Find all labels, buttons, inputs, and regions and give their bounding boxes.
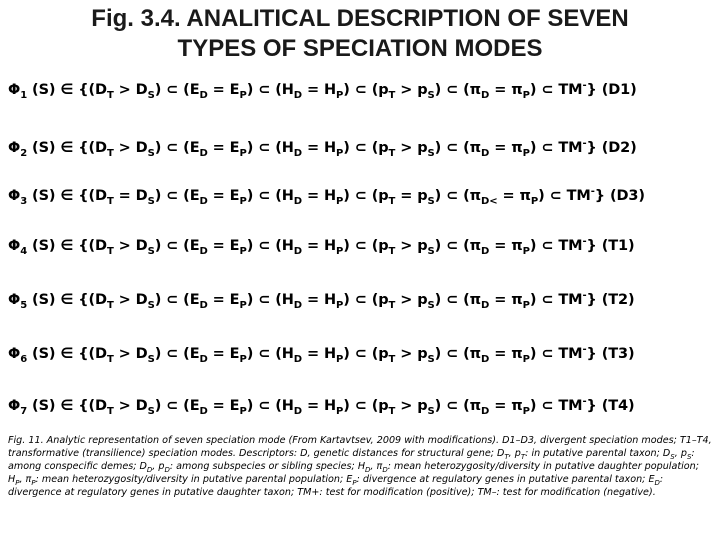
less-than-sub: < bbox=[489, 195, 498, 207]
mode-code: (T1) bbox=[601, 238, 635, 254]
element-of-symbol: ∈ bbox=[60, 346, 74, 362]
mode-code: (T4) bbox=[601, 398, 635, 414]
element-of-symbol: ∈ bbox=[60, 398, 74, 414]
relation-3: = bbox=[306, 188, 320, 204]
phi-symbol: Φ bbox=[8, 140, 21, 156]
phi-index: 4 bbox=[20, 245, 28, 257]
relation-3: = bbox=[306, 292, 320, 308]
phi-symbol: Φ bbox=[8, 398, 21, 414]
phi-index: 2 bbox=[20, 147, 28, 159]
relation-3: = bbox=[306, 238, 320, 254]
element-of-symbol: ∈ bbox=[60, 140, 74, 156]
relation-2: = bbox=[212, 398, 225, 414]
formula-row: $\Phi_7$ (S) ∈ {$(D_T > D_S)$ ⊂ $(E_D = E_P)$ ⊂ $(H_D = H_P)$ ⊂ $(p_T > p_S)$ ⊂ $(\pi_D = \pi_P)$ ⊂ TM-} (T4) bbox=[8, 396, 635, 417]
phi-symbol: Φ bbox=[8, 188, 21, 204]
phi-index: 3 bbox=[20, 195, 28, 207]
phi-symbol: Φ bbox=[8, 238, 21, 254]
formula-row: $\Phi_1$ (S) ∈ {$(D_T > D_S)$ ⊂ $(E_D = E_P)$ ⊂ $(H_D = H_P)$ ⊂ $(p_T > p_S)$ ⊂ $(\pi_D = \pi_P)$ ⊂ TM-} (D1) bbox=[8, 80, 637, 101]
phi-index: 7 bbox=[20, 405, 28, 417]
relation-4: > bbox=[400, 82, 413, 98]
relation-5: = bbox=[494, 140, 507, 156]
relation-5: = bbox=[494, 346, 507, 362]
mode-code: (T2) bbox=[601, 292, 635, 308]
relation-1: > bbox=[118, 238, 131, 254]
relation-2: = bbox=[212, 82, 225, 98]
relation-5: = bbox=[494, 292, 507, 308]
relation-1: > bbox=[118, 292, 131, 308]
formula-row: $\Phi_2$ (S) ∈ {$(D_T > D_S)$ ⊂ $(E_D = E_P)$ ⊂ $(H_D = H_P)$ ⊂ $(p_T > p_S)$ ⊂ $(\pi_D = \pi_P)$ ⊂ TM-} (D2) bbox=[8, 138, 637, 159]
phi-index: 1 bbox=[20, 89, 28, 101]
relation-4: > bbox=[400, 238, 413, 254]
phi-symbol: Φ bbox=[8, 346, 21, 362]
relation-3: = bbox=[306, 398, 320, 414]
relation-2: = bbox=[212, 346, 225, 362]
relation-4: > bbox=[400, 140, 413, 156]
mode-code: (D1) bbox=[601, 82, 637, 98]
relation-3: = bbox=[306, 346, 320, 362]
element-of-symbol: ∈ bbox=[60, 188, 74, 204]
relation-2: = bbox=[212, 140, 225, 156]
relation-4: > bbox=[400, 398, 413, 414]
relation-1: > bbox=[118, 140, 131, 156]
relation-1: = bbox=[118, 188, 131, 204]
element-of-symbol: ∈ bbox=[60, 238, 74, 254]
relation-3: = bbox=[306, 82, 320, 98]
relation-5: = bbox=[502, 188, 515, 204]
relation-2: = bbox=[212, 188, 225, 204]
relation-1: > bbox=[118, 398, 131, 414]
relation-5: = bbox=[494, 82, 507, 98]
relation-2: = bbox=[212, 292, 225, 308]
figure-caption: Fig. 11. Analytic representation of seven speciation mode (From Kartavtsev, 2009 with modifications). D1–D3, divergent speciation modes; T1–T4, transformative (transilience) speciation modes. Descriptors: D, genetic distances for structural gene; $D_T$, $p_T$: in putative parental taxon; $D_S$, $p_S$: among conspecific demes; $D_D$, $p_D$: among subspecies or sibling species; $H_D$, $\pi_D$: mean heterozygosity/diversity in putative daughter population; $H_P$, $\pi_P$: mean heterozygosity/diversity in putative parental population; $E_P$: divergence at regulatory genes in putative parental taxon; $E_D$: divergence at regulatory genes in putative daughter taxon; TM+: test for modification (positive); TM–: test for modification (negative). bbox=[8, 435, 712, 498]
element-of-symbol: ∈ bbox=[60, 82, 74, 98]
phi-index: 6 bbox=[20, 353, 28, 365]
relation-5: = bbox=[494, 238, 507, 254]
relation-5: = bbox=[494, 398, 507, 414]
mode-code: (D3) bbox=[609, 188, 645, 204]
relation-3: = bbox=[306, 140, 320, 156]
slide-title bbox=[0, 4, 720, 64]
phi-symbol: Φ bbox=[8, 82, 21, 98]
phi-index: 5 bbox=[20, 299, 28, 311]
relation-4: = bbox=[400, 188, 413, 204]
relation-2: = bbox=[212, 238, 225, 254]
relation-1: > bbox=[118, 82, 131, 98]
formula-row: $\Phi_6$ (S) ∈ {$(D_T > D_S)$ ⊂ $(E_D = E_P)$ ⊂ $(H_D = H_P)$ ⊂ $(p_T > p_S)$ ⊂ $(\pi_D = \pi_P)$ ⊂ TM-} (T3) bbox=[8, 344, 635, 365]
element-of-symbol: ∈ bbox=[60, 292, 74, 308]
title-line-2: TYPES OF SPECIATION MODES bbox=[177, 35, 543, 62]
formula-row: $\Phi_5$ (S) ∈ {$(D_T > D_S)$ ⊂ $(E_D = E_P)$ ⊂ $(H_D = H_P)$ ⊂ $(p_T > p_S)$ ⊂ $(\pi_D = \pi_P)$ ⊂ TM-} (T2) bbox=[8, 290, 635, 311]
title-line-1: Fig. 3.4. ANALITICAL DESCRIPTION OF SEVEN bbox=[91, 5, 629, 32]
phi-symbol: Φ bbox=[8, 292, 21, 308]
relation-4: > bbox=[400, 292, 413, 308]
mode-code: (T3) bbox=[601, 346, 635, 362]
mode-code: (D2) bbox=[601, 140, 637, 156]
formula-row: $\Phi_3$ (S) ∈ {$(D_T = D_S)$ ⊂ $(E_D = E_P)$ ⊂ $(H_D = H_P)$ ⊂ $(p_T = p_S)$ ⊂ $(\pi_{D<} = \pi_P)$ ⊂ TM-} (D3) bbox=[8, 186, 645, 207]
relation-4: > bbox=[400, 346, 413, 362]
relation-1: > bbox=[118, 346, 131, 362]
formula-row: $\Phi_4$ (S) ∈ {$(D_T > D_S)$ ⊂ $(E_D = E_P)$ ⊂ $(H_D = H_P)$ ⊂ $(p_T > p_S)$ ⊂ $(\pi_D = \pi_P)$ ⊂ TM-} (T1) bbox=[8, 236, 635, 257]
